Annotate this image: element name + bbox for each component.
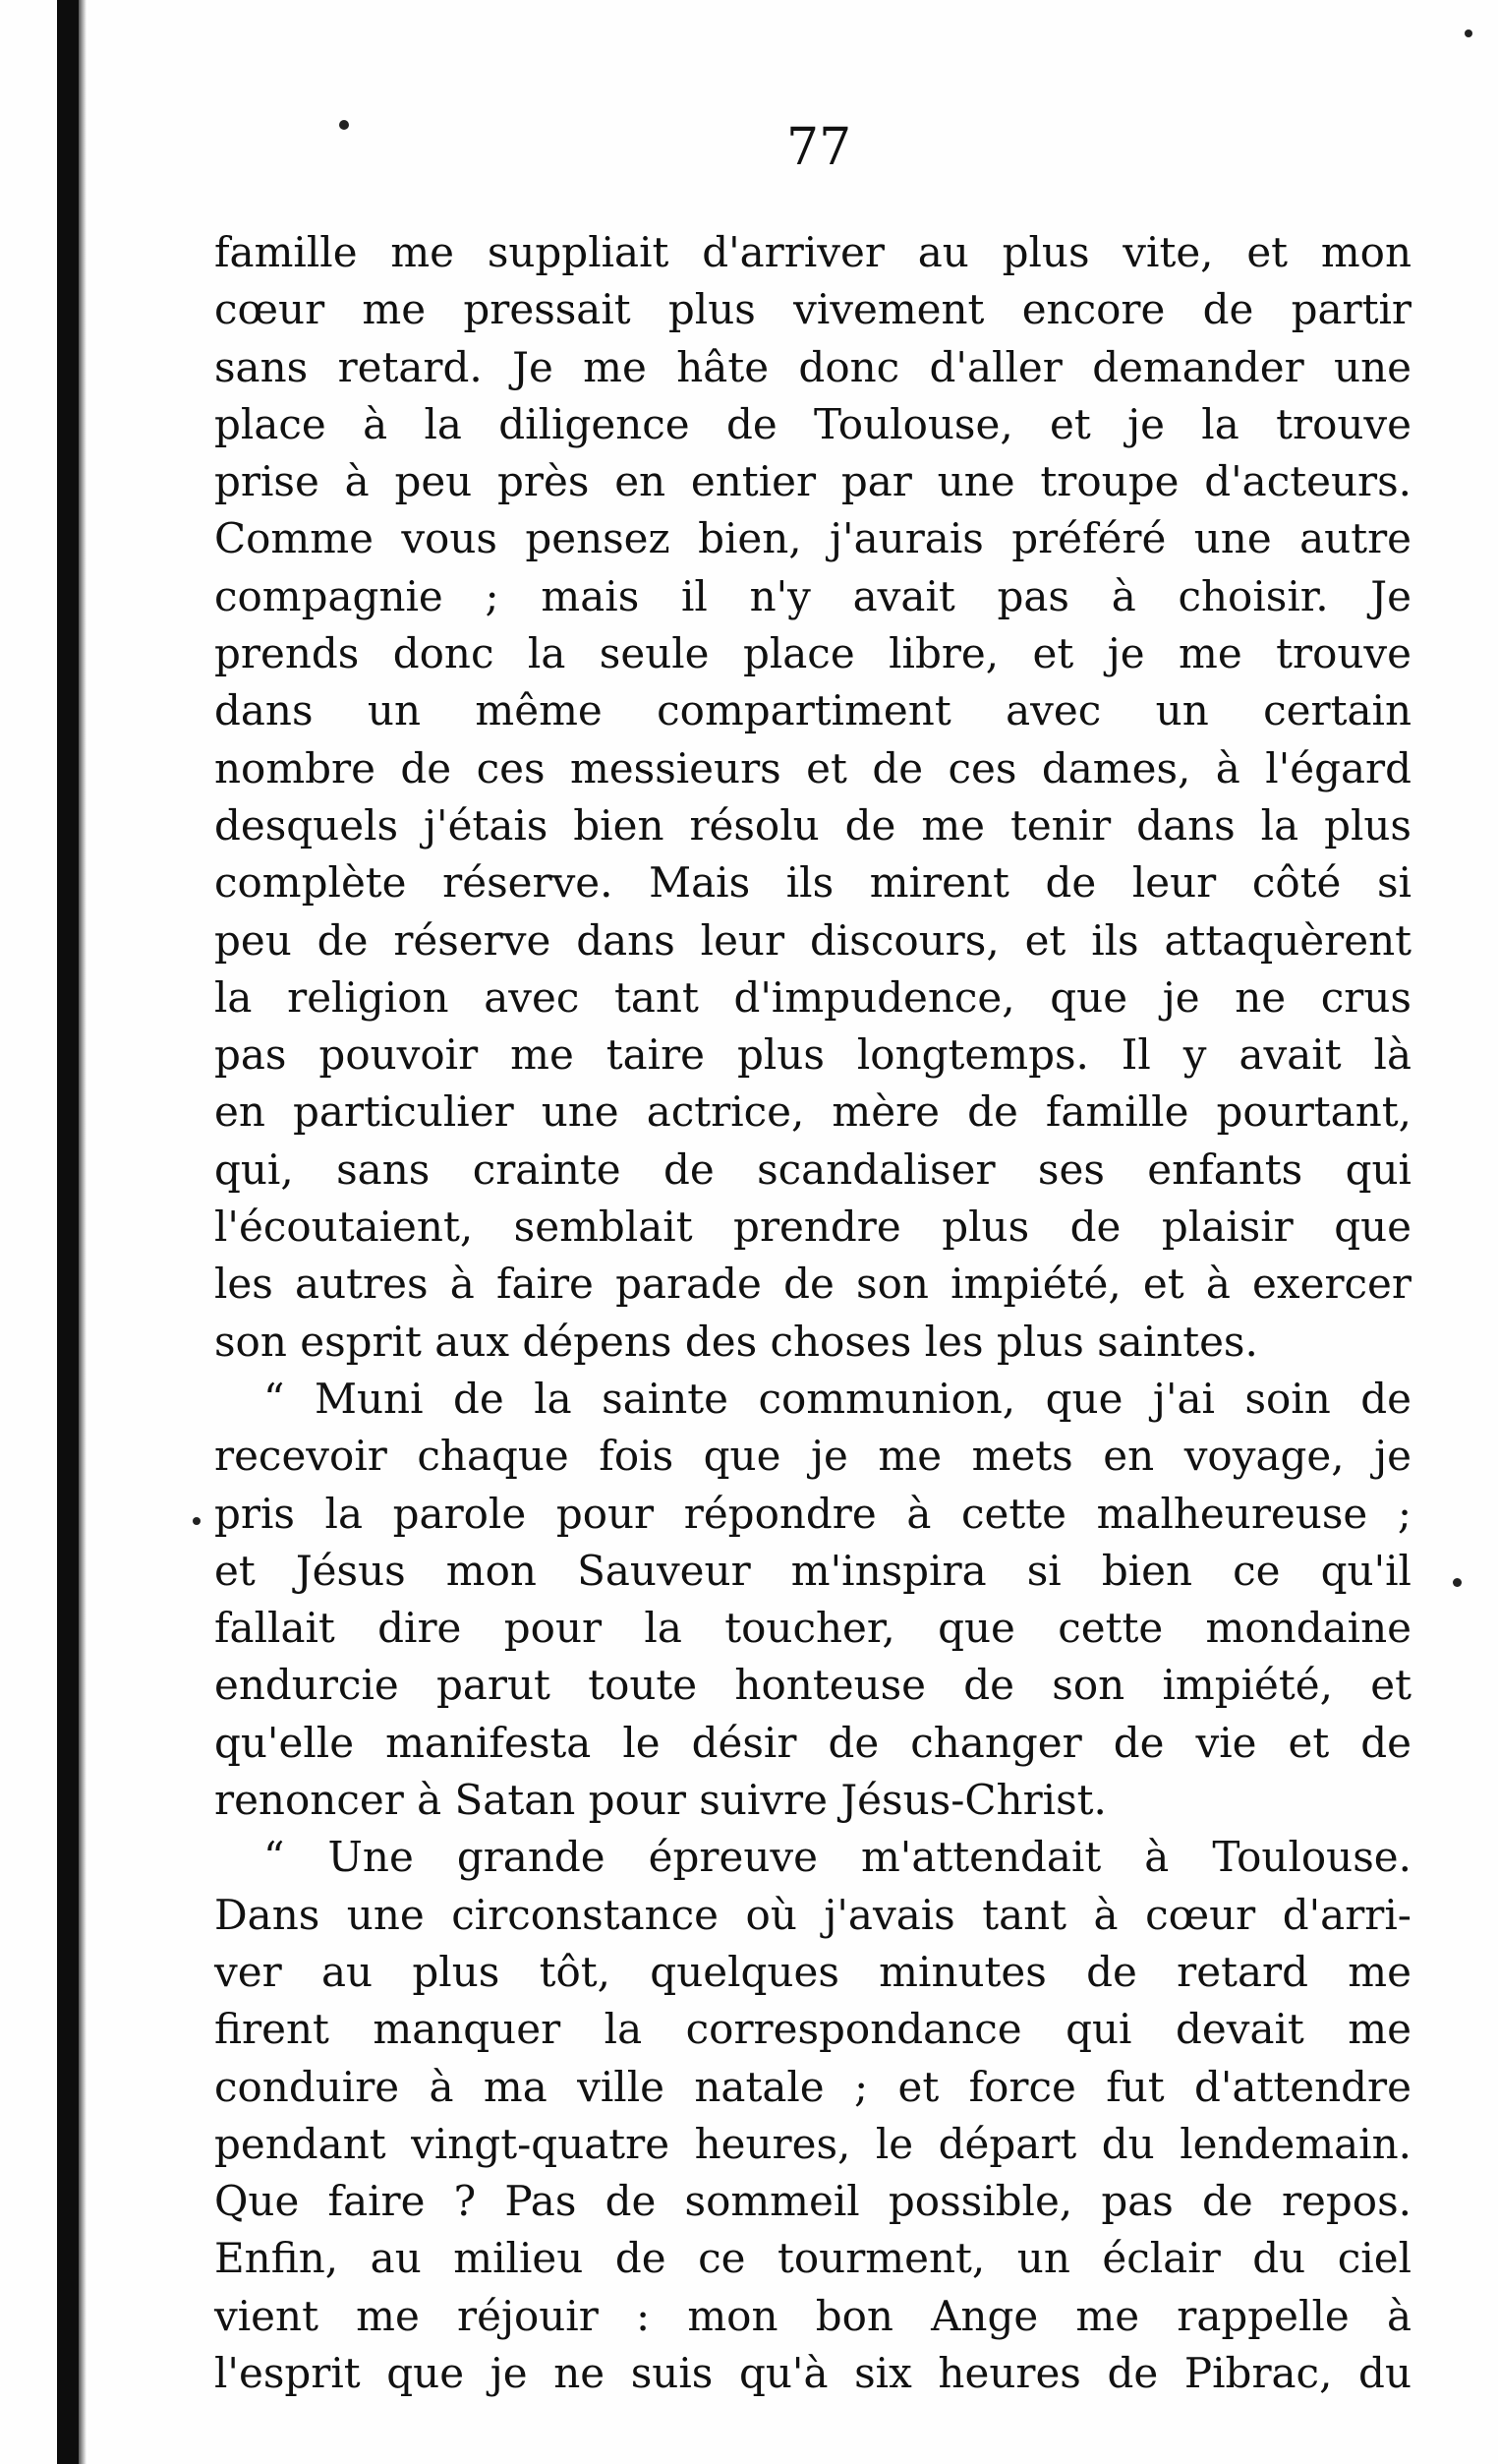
text-line: Dans une circonstance où j'avais tant à cœur d'arri- — [214, 1890, 1412, 1939]
text-line: renoncer à Satan pour suivre Jésus-Christ. — [214, 1776, 1107, 1825]
text-line: l'écoutaient, semblait prendre plus de plaisir que — [214, 1203, 1412, 1252]
text-line: cœur me pressait plus vivement encore de partir — [214, 285, 1412, 334]
text-line: peu de réserve dans leur discours, et ils attaquèrent — [214, 915, 1412, 965]
text-line: prise à peu près en entier par une troupe d'acteurs. — [214, 457, 1412, 506]
text-line: recevoir chaque fois que je me mets en voyage, je — [214, 1432, 1412, 1481]
text-line: Comme vous pensez bien, j'aurais préféré une autre — [214, 514, 1412, 563]
text-line: pas pouvoir me taire plus longtemps. Il y avait là — [214, 1030, 1412, 1080]
text-line: vient me réjouir : mon bon Ange me rappelle à — [214, 2291, 1412, 2340]
text-line: et Jésus mon Sauveur m'inspira si bien ce qu'il — [214, 1546, 1412, 1595]
text-line: les autres à faire parade de son impiété, et à exercer — [214, 1260, 1412, 1309]
body-text — [214, 224, 1412, 2402]
text-line: conduire à ma ville natale ; et force fut d'attendre — [214, 2062, 1412, 2111]
text-line: fallait dire pour la toucher, que cette mondaine — [214, 1604, 1412, 1653]
ink-speck — [193, 1517, 201, 1525]
text-line: pendant vingt-quatre heures, le départ du lendemain. — [214, 2119, 1412, 2168]
ink-speck — [1453, 1578, 1462, 1587]
text-line: qu'elle manifesta le désir de changer de vie et de — [214, 1718, 1412, 1767]
text-line: nombre de ces messieurs et de ces dames, à l'égard — [214, 743, 1412, 792]
text-line: famille me suppliait d'arriver au plus vite, et mon — [214, 228, 1412, 276]
text-line: place à la diligence de Toulouse, et je la trouve — [214, 399, 1412, 448]
text-line: en particulier une actrice, mère de famille pourtant, — [214, 1087, 1412, 1137]
text-line: son esprit aux dépens des choses les plus saintes. — [214, 1317, 1258, 1366]
text-line: la religion avec tant d'impudence, que je ne crus — [214, 972, 1412, 1022]
binding-shadow — [79, 0, 86, 2464]
text-line: qui, sans crainte de scandaliser ses enfants qui — [214, 1144, 1412, 1194]
page-number: 77 — [786, 118, 852, 177]
ink-speck — [339, 120, 349, 130]
text-line: “ Une grande épreuve m'attendait à Toulouse. — [263, 1833, 1412, 1882]
text-line: dans un même compartiment avec un certain — [214, 686, 1412, 735]
text-line: ver au plus tôt, quelques minutes de retard me — [214, 1947, 1412, 1996]
binding-edge — [57, 0, 79, 2464]
text-line: compagnie ; mais il n'y avait pas à choisir. Je — [214, 571, 1412, 620]
text-line: “ Muni de la sainte communion, que j'ai soin de — [263, 1374, 1412, 1423]
text-line: endurcie parut toute honteuse de son impiété, et — [214, 1661, 1412, 1710]
text-line: l'esprit que je ne suis qu'à six heures de Pibrac, du — [214, 2348, 1412, 2397]
text-line: desquels j'étais bien résolu de me tenir dans la plus — [214, 800, 1412, 850]
text-line: pris la parole pour répondre à cette malheureuse ; — [214, 1489, 1412, 1538]
text-line: prends donc la seule place libre, et je me trouve — [214, 629, 1412, 678]
text-line: firent manquer la correspondance qui devait me — [214, 2005, 1412, 2054]
text-line: sans retard. Je me hâte donc d'aller demander une — [214, 342, 1412, 391]
ink-speck — [1465, 29, 1472, 37]
text-line: Que faire ? Pas de sommeil possible, pas de repos. — [214, 2177, 1412, 2226]
text-line: complète réserve. Mais ils mirent de leur côté si — [214, 858, 1412, 908]
text-line: Enfin, au milieu de ce tourment, un éclair du ciel — [214, 2234, 1412, 2283]
